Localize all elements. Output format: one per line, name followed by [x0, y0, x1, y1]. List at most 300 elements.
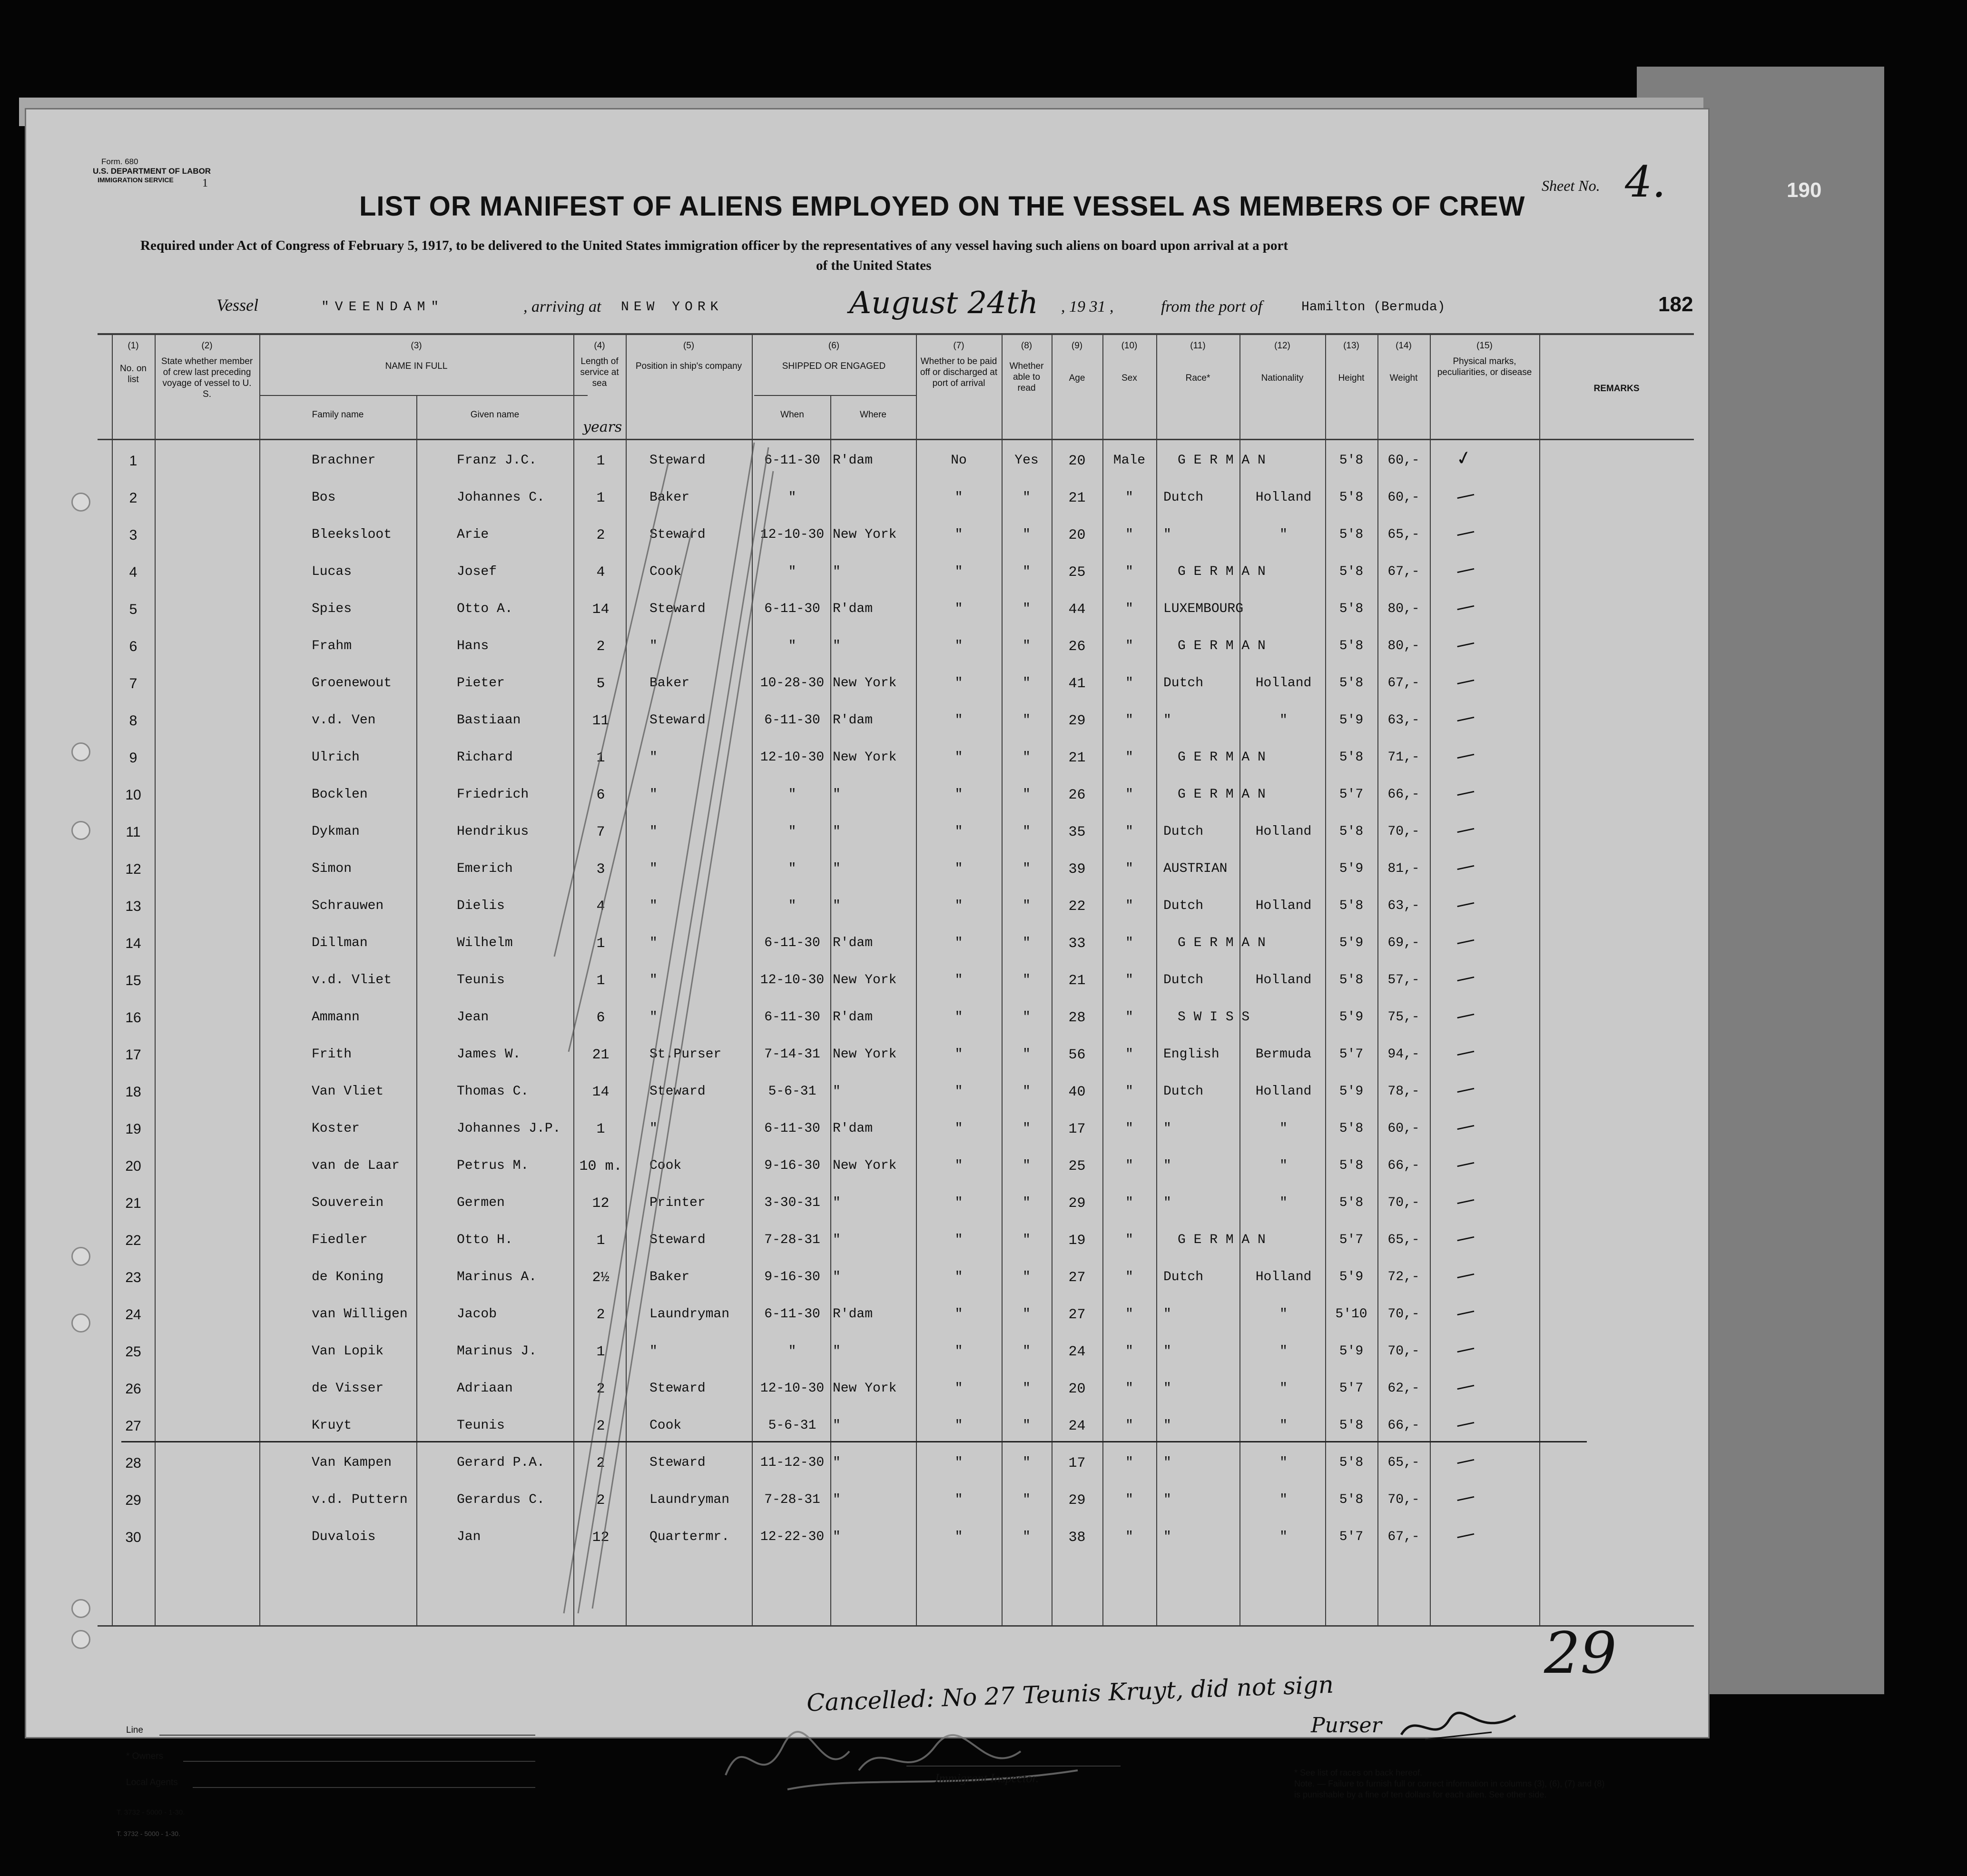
cell-position: Baker	[649, 1270, 690, 1284]
cell-when: 3-30-31	[764, 1195, 820, 1210]
cell-given: Hendrikus	[457, 824, 529, 839]
cell-given: Emerich	[457, 861, 513, 876]
cell-position: Steward	[649, 527, 706, 542]
note-races: * See list of races on back hereof.	[1294, 1768, 1423, 1777]
cell-weight: 65,-	[1387, 527, 1420, 542]
cell-height: 5'8	[1339, 1195, 1364, 1210]
cell-paid: "	[954, 676, 963, 691]
cell-no: 1	[129, 453, 138, 469]
cell-age: 29	[1068, 1195, 1086, 1212]
cell-weight: 60,-	[1387, 453, 1420, 468]
cell-position: "	[649, 936, 658, 950]
col13-label: Height	[1338, 373, 1365, 383]
cell-position: "	[649, 899, 658, 913]
cell-service: 10 m.	[579, 1158, 622, 1175]
cell-position: Cook	[649, 1158, 682, 1173]
cell-read: "	[1023, 527, 1031, 542]
cell-given: Friedrich	[457, 787, 529, 802]
cell-service: 2	[596, 527, 605, 543]
cell-sex: "	[1125, 1492, 1133, 1507]
cell-when: 12-10-30	[760, 527, 825, 542]
cell-read: "	[1023, 1158, 1031, 1173]
check-mark-icon: —	[1454, 891, 1477, 917]
cell-nationality: "	[1279, 1418, 1288, 1433]
cell-position: Steward	[649, 1233, 706, 1247]
cell-when: 12-10-30	[760, 1381, 825, 1396]
cell-age: 21	[1068, 750, 1086, 766]
cell-when: 6-11-30	[764, 1121, 820, 1136]
cell-position: "	[649, 824, 658, 839]
cell-nationality: "	[1279, 527, 1288, 542]
cell-age: 41	[1068, 676, 1086, 692]
cell-paid: "	[954, 1084, 963, 1099]
cell-when: "	[788, 639, 797, 653]
col10-num: (10)	[1121, 341, 1138, 351]
col-rule	[1325, 333, 1326, 1625]
cell-race: "	[1163, 713, 1171, 728]
cell-age: 24	[1068, 1418, 1086, 1434]
col3-label: NAME IN FULL	[385, 361, 448, 371]
binder-hole	[71, 1630, 90, 1649]
page-title: LIST OR MANIFEST OF ALIENS EMPLOYED ON THE VESSEL AS MEMBERS OF CREW	[359, 191, 1525, 222]
cell-given: Johannes J.P.	[457, 1121, 561, 1136]
cell-position: Steward	[649, 453, 706, 468]
vessel-name: "VEENDAM"	[321, 300, 445, 315]
cell-sex: "	[1125, 676, 1133, 691]
cell-nationality: Holland	[1255, 899, 1312, 913]
cell-no: 17	[125, 1047, 141, 1063]
cell-no: 13	[125, 899, 141, 914]
cell-where: "	[833, 787, 841, 802]
cell-height: 5'8	[1339, 453, 1364, 468]
cell-sex: "	[1125, 713, 1133, 728]
cell-given: Germen	[457, 1195, 505, 1210]
cell-given: Dielis	[457, 899, 505, 913]
cell-no: 27	[125, 1418, 141, 1434]
cell-weight: 70,-	[1387, 1307, 1420, 1322]
cell-service: 6	[596, 787, 605, 803]
cell-given: Teunis	[457, 973, 505, 987]
cell-weight: 62,-	[1387, 1381, 1420, 1396]
cell-family: Frith	[312, 1047, 352, 1062]
cell-sex: "	[1125, 936, 1133, 950]
cell-age: 25	[1068, 564, 1086, 581]
cell-read: "	[1023, 1492, 1031, 1507]
cell-race: English	[1163, 1047, 1220, 1062]
cell-weight: 80,-	[1387, 602, 1420, 616]
cell-sex: "	[1125, 1195, 1133, 1210]
footer-agents: Local Agents	[126, 1777, 178, 1787]
check-mark-icon: —	[1454, 854, 1477, 879]
footer-owners: * Owners	[126, 1751, 164, 1761]
footer-agents-rule	[193, 1787, 535, 1788]
cell-weight: 67,-	[1387, 1530, 1420, 1544]
cell-position: Quartermr.	[649, 1530, 730, 1544]
cell-family: v.d. Puttern	[312, 1492, 408, 1507]
cell-read: "	[1023, 973, 1031, 987]
inspector-rule	[906, 1766, 1121, 1767]
cell-sex: Male	[1113, 453, 1146, 468]
cell-when: "	[788, 564, 797, 579]
cell-read: "	[1023, 824, 1031, 839]
cell-nationality: "	[1279, 1307, 1288, 1322]
cell-where: "	[833, 639, 841, 653]
check-mark-icon: —	[1454, 631, 1477, 657]
cell-when: "	[788, 899, 797, 913]
cell-when: 9-16-30	[764, 1158, 820, 1173]
cell-service: 1	[596, 750, 605, 766]
cell-nationality: "	[1279, 1530, 1288, 1544]
cell-no: 18	[125, 1084, 141, 1100]
cell-read: "	[1023, 713, 1031, 728]
cell-nationality: "	[1279, 713, 1288, 728]
cell-age: 26	[1068, 787, 1086, 803]
cell-nationality: Bermuda	[1255, 1047, 1312, 1062]
check-mark-icon: —	[1454, 483, 1477, 508]
family-name-header: Family name	[312, 410, 364, 420]
cell-no: 6	[129, 639, 138, 654]
cell-when: 10-28-30	[760, 676, 825, 691]
cell-service: 2	[596, 1307, 605, 1323]
cell-read: "	[1023, 1307, 1031, 1322]
inspector-signature	[716, 1718, 1097, 1799]
cell-family: van Willigen	[312, 1307, 408, 1322]
cell-when: 6-11-30	[764, 1307, 820, 1322]
cell-family: Bocklen	[312, 787, 368, 802]
cell-no: 21	[125, 1195, 141, 1211]
cell-age: 29	[1068, 1492, 1086, 1509]
department-label: U.S. DEPARTMENT OF LABOR	[93, 167, 211, 176]
check-mark-icon: —	[1454, 520, 1477, 545]
col-rule	[112, 333, 113, 1625]
cell-service: 1	[596, 490, 605, 506]
cell-nationality: "	[1279, 1455, 1288, 1470]
cell-given: Gerard P.A.	[457, 1455, 545, 1470]
cell-where: R'dam	[833, 1307, 873, 1322]
cell-sex: "	[1125, 602, 1133, 616]
cell-family: de Koning	[312, 1270, 384, 1284]
cell-height: 5'10	[1335, 1307, 1367, 1322]
cell-height: 5'7	[1339, 1381, 1364, 1396]
cell-nationality: Holland	[1255, 824, 1312, 839]
col11-label: Race*	[1185, 373, 1210, 383]
cell-given: Jacob	[457, 1307, 497, 1322]
cell-sex: "	[1125, 861, 1133, 876]
cell-height: 5'9	[1339, 1010, 1364, 1025]
cell-service: 4	[596, 564, 605, 581]
cell-age: 26	[1068, 639, 1086, 655]
cell-when: 6-11-30	[764, 1010, 820, 1025]
cell-family: Brachner	[312, 453, 376, 468]
cell-paid: "	[954, 1010, 963, 1025]
binder-hole	[71, 1599, 90, 1618]
cell-race: "	[1163, 527, 1171, 542]
col-rule	[155, 333, 156, 1625]
col13-num: (13)	[1343, 341, 1359, 351]
cell-given: Otto H.	[457, 1233, 513, 1247]
cell-race: G E R M A N	[1178, 639, 1266, 653]
cell-race: "	[1163, 1418, 1171, 1433]
cell-no: 12	[125, 861, 141, 877]
cell-weight: 72,-	[1387, 1270, 1420, 1284]
cell-position: "	[649, 787, 658, 802]
cell-weight: 70,-	[1387, 824, 1420, 839]
cell-family: v.d. Vliet	[312, 973, 392, 987]
cell-family: Fiedler	[312, 1233, 368, 1247]
cell-nationality: "	[1279, 1195, 1288, 1210]
col-rule	[1377, 333, 1378, 1625]
cell-family: Groenewout	[312, 676, 392, 691]
cell-service: 11	[592, 713, 610, 729]
cell-given: Adriaan	[457, 1381, 513, 1396]
col4-label: Length of service at sea	[580, 356, 619, 388]
cell-age: 22	[1068, 899, 1086, 915]
cell-weight: 60,-	[1387, 1121, 1420, 1136]
binder-hole	[71, 742, 90, 761]
col3-header	[262, 340, 571, 372]
cell-read: "	[1023, 1381, 1031, 1396]
cell-when: 6-11-30	[764, 936, 820, 950]
cell-weight: 57,-	[1387, 973, 1420, 987]
cell-service: 1	[596, 936, 605, 952]
cell-height: 5'7	[1339, 787, 1364, 802]
cell-age: 21	[1068, 973, 1086, 989]
cell-read: "	[1023, 750, 1031, 765]
cell-paid: "	[954, 1344, 963, 1359]
cell-age: 39	[1068, 861, 1086, 878]
cell-when: "	[788, 1344, 797, 1359]
col6-label: SHIPPED OR ENGAGED	[782, 361, 886, 371]
cell-service: 14	[592, 1084, 610, 1100]
cell-where: "	[833, 899, 841, 913]
cell-weight: 67,-	[1387, 564, 1420, 579]
cell-no: 11	[126, 824, 141, 840]
cell-height: 5'7	[1339, 1530, 1364, 1544]
check-mark-icon: —	[1454, 965, 1477, 991]
cell-no: 25	[125, 1344, 141, 1360]
cell-paid: "	[954, 1121, 963, 1136]
cell-height: 5'8	[1339, 639, 1364, 653]
arrival-date: August 24th	[849, 286, 1038, 321]
note-line1: Note. — Failure to furnish full or correct information in columns (3), (6), (7) and (8)	[1294, 1779, 1605, 1788]
col5-label: Position in ship's company	[635, 361, 742, 371]
cell-nationality: Holland	[1255, 676, 1312, 691]
cell-height: 5'9	[1339, 1344, 1364, 1359]
arrival-port: NEW YORK	[621, 300, 723, 315]
col11-num: (11)	[1190, 341, 1206, 351]
cell-weight: 70,-	[1387, 1195, 1420, 1210]
cell-age: 29	[1068, 713, 1086, 729]
col15-header	[1432, 340, 1537, 378]
cell-given: Otto A.	[457, 602, 513, 616]
col9-label: Age	[1069, 373, 1085, 383]
cell-position: "	[649, 973, 658, 987]
cell-when: 12-22-30	[760, 1530, 825, 1544]
cell-race: "	[1163, 1344, 1171, 1359]
col-rule	[1156, 333, 1157, 1625]
cell-given: Josef	[457, 564, 497, 579]
cell-position: St.Purser	[649, 1047, 722, 1062]
col14-num: (14)	[1396, 341, 1412, 351]
cell-when: 7-28-31	[764, 1233, 820, 1247]
check-mark-icon: —	[1454, 1076, 1477, 1102]
check-mark-icon: —	[1454, 1522, 1477, 1548]
col2-label: State whether member of crew last preceding voyage of vessel to U. S.	[161, 356, 253, 399]
cell-family: Van Vliet	[312, 1084, 384, 1099]
cell-height: 5'9	[1339, 861, 1364, 876]
cell-service: 21	[592, 1047, 610, 1063]
cell-service: 1	[596, 1344, 605, 1360]
cell-age: 20	[1068, 1381, 1086, 1397]
cell-height: 5'8	[1339, 1455, 1364, 1470]
from-label: from the port of	[1161, 298, 1263, 316]
cell-service: 2	[596, 1455, 605, 1471]
cell-position: Laundryman	[649, 1492, 730, 1507]
cell-sex: "	[1125, 1381, 1133, 1396]
cell-service: 2	[596, 1492, 605, 1509]
cell-no: 23	[125, 1270, 141, 1285]
cell-paid: "	[954, 1270, 963, 1284]
check-mark-icon: —	[1454, 817, 1477, 842]
col5-num: (5)	[683, 341, 695, 351]
cell-age: 33	[1068, 936, 1086, 952]
note-line2: is punishable by a fine of ten dollars for each alien. See other side.	[1294, 1790, 1547, 1799]
col8-label: Whether able to read	[1009, 361, 1044, 393]
cell-weight: 65,-	[1387, 1233, 1420, 1247]
col12-num: (12)	[1274, 341, 1290, 351]
cell-family: v.d. Ven	[312, 713, 376, 728]
cell-race: G E R M A N	[1178, 750, 1266, 765]
cell-family: Ulrich	[312, 750, 360, 765]
check-mark-icon: —	[1454, 668, 1477, 694]
cell-given: Marinus J.	[457, 1344, 537, 1359]
col8-header	[1004, 340, 1049, 394]
cell-height: 5'8	[1339, 824, 1364, 839]
cell-age: 56	[1068, 1047, 1086, 1063]
cell-paid: "	[954, 639, 963, 653]
cell-race: Dutch	[1163, 1270, 1204, 1284]
pencil-strokes	[550, 433, 787, 1632]
sheet-number: 4.	[1625, 157, 1666, 207]
cancelled-note: Cancelled: No 27 Teunis Kruyt, did not sign	[806, 1670, 1334, 1717]
cell-where: R'dam	[833, 1010, 873, 1025]
subheader-rule-name	[259, 395, 588, 396]
cell-weight: 78,-	[1387, 1084, 1420, 1099]
cell-read: "	[1023, 1010, 1031, 1025]
check-mark-icon: —	[1454, 1262, 1477, 1288]
cell-age: 38	[1068, 1530, 1086, 1546]
cell-where: "	[833, 1270, 841, 1284]
cell-where: "	[833, 1084, 841, 1099]
subtitle-line2: of the United States	[816, 258, 932, 273]
print-code: T. 3732 - 5000 - 1-30.	[117, 1808, 185, 1817]
page-stamp-top: 190	[1787, 178, 1822, 202]
cell-read: "	[1023, 1084, 1031, 1099]
cell-paid: "	[954, 824, 963, 839]
cell-age: 21	[1068, 490, 1086, 506]
cell-weight: 80,-	[1387, 639, 1420, 653]
cell-service: 2	[596, 1418, 605, 1434]
cell-no: 22	[125, 1233, 141, 1248]
cell-when: 7-14-31	[764, 1047, 820, 1062]
cell-race: G E R M A N	[1178, 936, 1266, 950]
cell-sex: "	[1125, 899, 1133, 913]
cell-service: 4	[596, 899, 605, 915]
col6-num: (6)	[828, 341, 840, 351]
check-mark-icon: —	[1454, 928, 1477, 954]
col-rule	[1002, 333, 1003, 1625]
cell-position: Steward	[649, 1455, 706, 1470]
cell-paid: "	[954, 1530, 963, 1544]
cell-service: 2	[596, 639, 605, 655]
col9-num: (9)	[1071, 341, 1083, 351]
cell-no: 16	[125, 1010, 141, 1026]
cell-race: Dutch	[1163, 490, 1204, 505]
cell-height: 5'8	[1339, 602, 1364, 616]
cell-read: "	[1023, 1455, 1031, 1470]
cell-weight: 75,-	[1387, 1010, 1420, 1025]
cell-paid: "	[954, 861, 963, 876]
cell-paid: "	[954, 787, 963, 802]
cell-where: New York	[833, 973, 897, 987]
col12-header	[1242, 340, 1323, 384]
cell-sex: "	[1125, 639, 1133, 653]
cell-family: van de Laar	[312, 1158, 400, 1173]
cell-race: S W I S S	[1178, 1010, 1250, 1025]
cell-no: 5	[129, 602, 138, 617]
cell-sex: "	[1125, 973, 1133, 987]
cell-height: 5'8	[1339, 899, 1364, 913]
cell-no: 9	[129, 750, 138, 766]
cell-age: 27	[1068, 1270, 1086, 1286]
cell-race: Dutch	[1163, 899, 1204, 913]
col1-label: No. on list	[120, 364, 147, 385]
cell-read: "	[1023, 1270, 1031, 1284]
crew-count: 29	[1544, 1620, 1617, 1687]
cell-family: Kruyt	[312, 1418, 352, 1433]
cell-no: 29	[125, 1492, 141, 1508]
cell-where: R'dam	[833, 713, 873, 728]
form-number: Form. 680	[101, 157, 138, 166]
check-mark-icon: —	[1454, 594, 1477, 620]
sheet-label: Sheet No.	[1542, 177, 1600, 194]
cell-given: Bastiaan	[457, 713, 521, 728]
cell-weight: 70,-	[1387, 1344, 1420, 1359]
cell-weight: 65,-	[1387, 1455, 1420, 1470]
cell-given: Pieter	[457, 676, 505, 691]
cell-given: Teunis	[457, 1418, 505, 1433]
check-mark-icon: —	[1454, 1188, 1477, 1214]
cell-family: Bos	[312, 490, 336, 505]
cell-race: "	[1163, 1530, 1171, 1544]
cell-weight: 81,-	[1387, 861, 1420, 876]
cell-race: "	[1163, 1381, 1171, 1396]
cell-where: R'dam	[833, 1121, 873, 1136]
col-rule	[1430, 333, 1431, 1625]
cell-when: 12-10-30	[760, 750, 825, 765]
cell-paid: "	[954, 1492, 963, 1507]
cell-read: "	[1023, 639, 1031, 653]
cell-sex: "	[1125, 1344, 1133, 1359]
cell-when: 6-11-30	[764, 602, 820, 616]
cell-height: 5'8	[1339, 527, 1364, 542]
col-rule	[1102, 333, 1103, 1625]
cell-sex: "	[1125, 1455, 1133, 1470]
cell-family: Ammann	[312, 1010, 360, 1025]
col7-header	[918, 340, 999, 389]
cell-family: Van Lopik	[312, 1344, 384, 1359]
cell-paid: "	[954, 899, 963, 913]
